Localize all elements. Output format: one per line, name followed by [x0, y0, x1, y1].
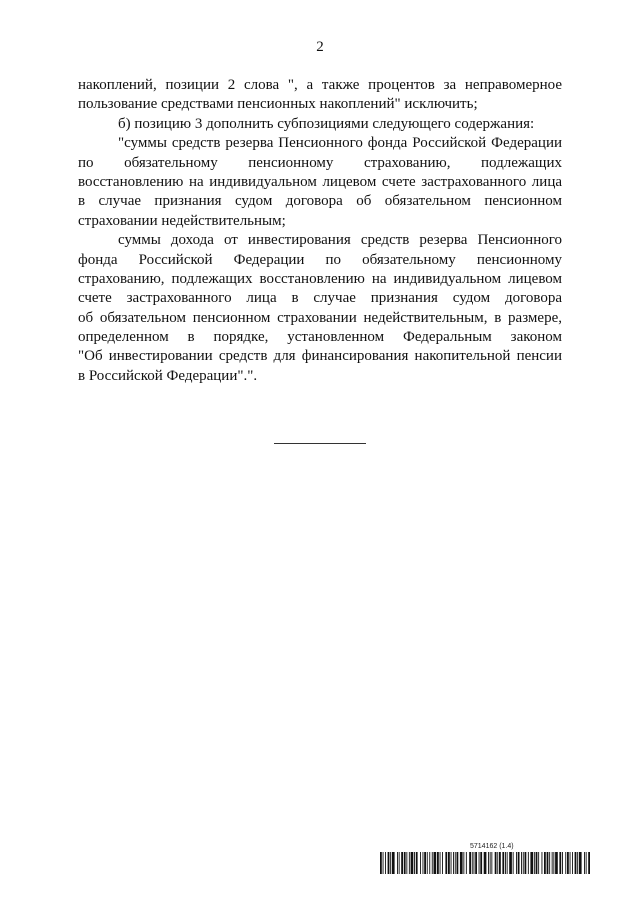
- barcode-bar: [404, 852, 406, 874]
- barcode-bar: [385, 852, 386, 874]
- barcode-bar: [565, 852, 566, 874]
- text-line: восстановлению на индивидуальном лицевом счете застрахованного лица: [78, 173, 562, 190]
- barcode-bar: [388, 852, 390, 874]
- end-of-text-rule: [274, 443, 366, 444]
- barcode-bar: [424, 852, 426, 874]
- barcode-bar: [420, 852, 421, 874]
- barcode-bar: [466, 852, 467, 874]
- barcode-bar: [586, 852, 587, 874]
- text-line: в случае признания судом договора об обязательном пенсионном: [78, 193, 562, 210]
- barcode-bar: [577, 852, 578, 874]
- barcode-bar: [463, 852, 464, 874]
- text-line: страхованию, подлежащих восстановлению на индивидуальном лицевом: [78, 270, 562, 287]
- text-line: определенном в порядке, установленном Федеральным законом: [78, 329, 562, 346]
- text-line: фонда Российской Федерации по обязательному пенсионному: [78, 251, 562, 268]
- barcode-bar: [453, 852, 454, 874]
- barcode-bar: [588, 852, 590, 874]
- text-line: страховании недействительным;: [78, 212, 286, 229]
- barcode-bar: [429, 852, 430, 874]
- document-body: [78, 76, 562, 386]
- barcode-bar: [423, 852, 424, 874]
- barcode-bar: [427, 852, 428, 874]
- barcode-bar: [536, 852, 538, 874]
- barcode-bar: [575, 852, 577, 874]
- barcode-bar: [434, 852, 437, 874]
- barcode-bar: [397, 852, 398, 874]
- barcode-bar: [570, 852, 571, 874]
- barcode-bar: [414, 852, 415, 874]
- barcode-bar: [549, 852, 550, 874]
- barcode-bar: [401, 852, 403, 874]
- barcode-bar: [484, 852, 487, 874]
- barcode-bar: [579, 852, 582, 874]
- text-line: счете застрахованного лица в случае признания судом договора: [78, 290, 562, 307]
- barcode-bar: [553, 852, 554, 874]
- barcode-bar: [479, 852, 480, 874]
- page-number: 2: [316, 39, 324, 55]
- barcode-bar: [518, 852, 520, 874]
- barcode-bar: [392, 852, 395, 874]
- barcode-bar: [513, 852, 514, 874]
- barcode-bar: [480, 852, 482, 874]
- barcode-bar: [451, 852, 452, 874]
- barcode-bar: [584, 852, 585, 874]
- barcode-bar: [559, 852, 561, 874]
- barcode-bar: [475, 852, 477, 874]
- barcode-bar: [409, 852, 410, 874]
- text-line: б) позицию 3 дополнить субпозициями следующего содержания:: [118, 115, 535, 132]
- barcode-bar: [497, 852, 498, 874]
- barcode-bar: [491, 852, 492, 874]
- barcode-bar: [509, 852, 512, 874]
- barcode-bar: [445, 852, 447, 874]
- barcode-bar: [542, 852, 543, 874]
- barcode-bar: [488, 852, 489, 874]
- barcode-bar: [383, 852, 384, 874]
- barcode-bar: [432, 852, 433, 874]
- barcode-bar: [523, 852, 524, 874]
- barcode-bar: [457, 852, 459, 874]
- barcode-bar: [516, 852, 517, 874]
- barcode-bar: [572, 852, 573, 874]
- barcode-bar: [547, 852, 549, 874]
- text-line: накоплений, позиции 2 слова ", а также процентов за неправомерное: [78, 77, 562, 93]
- barcode-bar: [490, 852, 491, 874]
- barcode-bar: [528, 852, 529, 874]
- text-line: по обязательному пенсионному страхованию, подлежащих: [78, 154, 562, 171]
- text-line: "Об инвестировании средств для финансирования накопительной пенсии: [78, 348, 562, 365]
- barcode-bar: [530, 852, 533, 874]
- barcode-bar: [437, 852, 439, 874]
- barcode-bar: [505, 852, 506, 874]
- barcode-bar: [455, 852, 456, 874]
- barcode-bar: [567, 852, 569, 874]
- text-line: суммы дохода от инвестирования средств резерва Пенсионного: [118, 232, 562, 249]
- barcode-bar: [472, 852, 473, 874]
- barcode-bar: [495, 852, 497, 874]
- barcode-bar: [521, 852, 522, 874]
- barcode-bar: [534, 852, 535, 874]
- text-line: в Российской Федерации".".: [78, 367, 258, 384]
- barcode-bar: [440, 852, 441, 874]
- text-line: об обязательном пенсионном страховании недействительным, в размере,: [78, 309, 562, 326]
- barcode-bar: [538, 852, 539, 874]
- text-line: пользование средствами пенсионных накоплений" исключить;: [78, 96, 478, 113]
- barcode-bar: [499, 852, 501, 874]
- barcode-bar: [552, 852, 553, 874]
- barcode-bar: [507, 852, 508, 874]
- barcode-bar: [416, 852, 418, 874]
- barcode-bar: [399, 852, 400, 874]
- barcode-bar: [544, 852, 546, 874]
- barcode-bar: [502, 852, 504, 874]
- barcode-bar: [442, 852, 443, 874]
- barcode-bar: [448, 852, 450, 874]
- text-line: "суммы средств резерва Пенсионного фонда Российской Федерации: [118, 135, 562, 152]
- barcode-bar: [406, 852, 407, 874]
- barcode-bar: [380, 852, 382, 874]
- document-code: 5714162 (1.4): [470, 843, 514, 850]
- barcode-bar: [460, 852, 463, 874]
- barcode-bar: [390, 852, 391, 874]
- barcode-bar: [562, 852, 563, 874]
- barcode: [380, 852, 590, 874]
- barcode-bar: [525, 852, 527, 874]
- barcode-bar: [474, 852, 475, 874]
- barcode-bar: [469, 852, 471, 874]
- barcode-bar: [411, 852, 414, 874]
- barcode-bar: [555, 852, 558, 874]
